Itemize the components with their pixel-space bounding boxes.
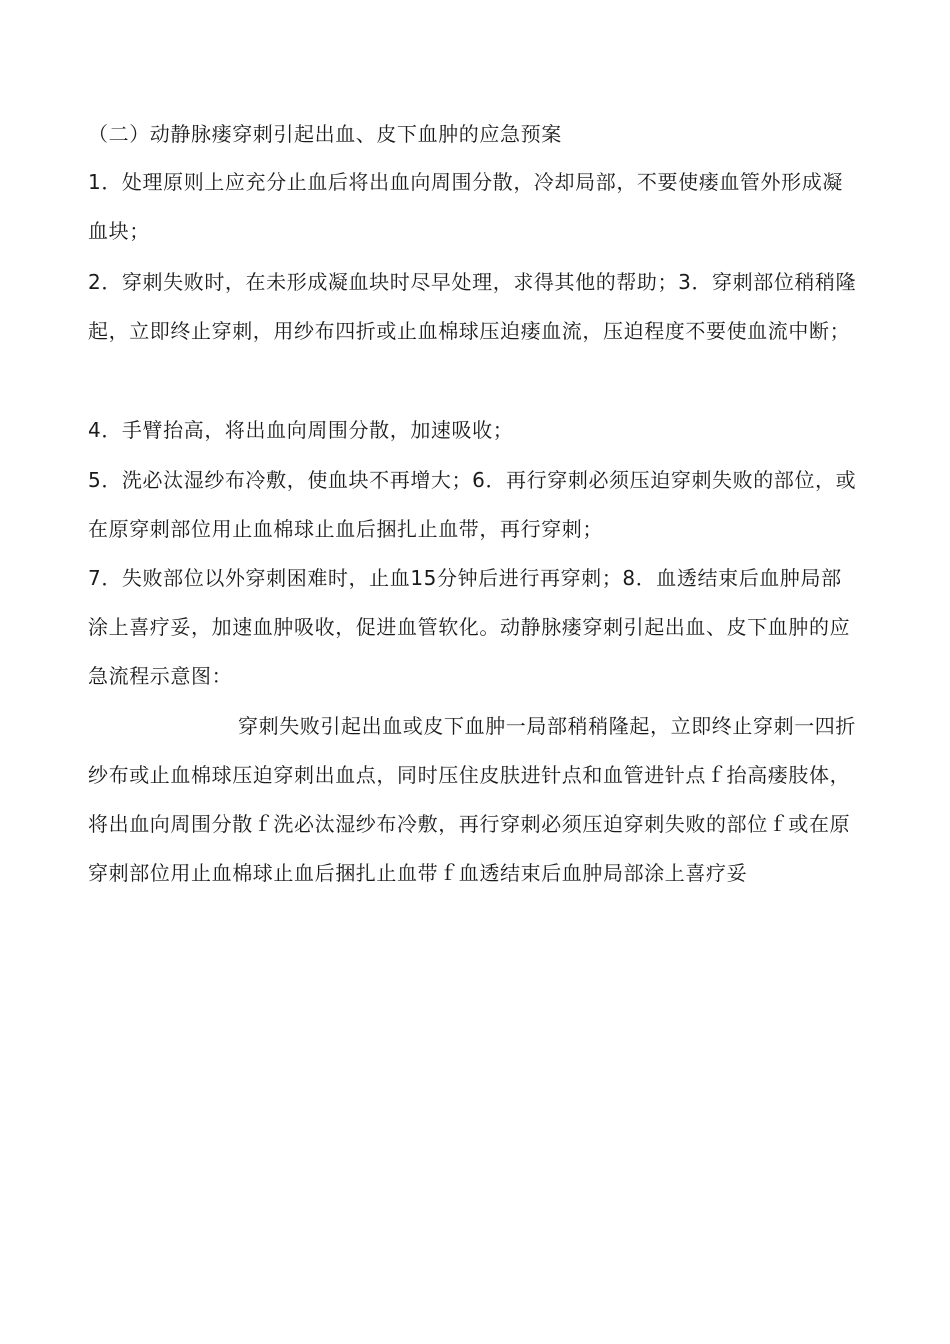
- paragraph-5: 7．失败部位以外穿刺困难时，止血15分钟后进行再穿刺；8．血透结束后血肿局部涂上喜疗妥，加速血肿吸收，促进血管软化。动静脉瘘穿刺引起出血、皮下血肿的应急流程示意图：: [88, 566, 851, 688]
- section-title: （二）动静脉瘘穿刺引起出血、皮下血肿的应急预案: [88, 122, 562, 146]
- paragraph-2: 2．穿刺失败时，在未形成凝血块时尽早处理，求得其他的帮助；3．穿刺部位稍稍隆起，立即终止穿刺，用纱布四折或止血棉球压迫瘘血流，压迫程度不要使血流中断；: [88, 270, 857, 343]
- paragraph-4: 5．洗必汰湿纱布冷敷，使血块不再增大；6．再行穿刺必须压迫穿刺失败的部位，或在原穿刺部位用止血棉球止血后捆扎止血带，再行穿刺；: [88, 468, 857, 541]
- paragraph-1: 1．处理原则上应充分止血后将出血向周围分散，冷却局部，不要使瘘血管外形成凝血块；: [88, 170, 843, 243]
- paragraph-3: 4．手臂抬高，将出血向周围分散，加速吸收；: [88, 418, 514, 442]
- flowchart-text: 穿刺失败引起出血或皮下血肿一局部稍稍隆起，立即终止穿刺一四折纱布或止血棉球压迫穿刺出血点，同时压住皮肤进针点和血管进针点ｆ抬高瘘肢体，将出血向周围分散ｆ洗必汰湿纱布冷敷，再行穿刺必须压迫穿刺失败的部位ｆ或在原穿刺部位用止血棉球止血后捆扎止血带ｆ血透结束后血肿局部涂上喜疗妥: [88, 714, 856, 885]
